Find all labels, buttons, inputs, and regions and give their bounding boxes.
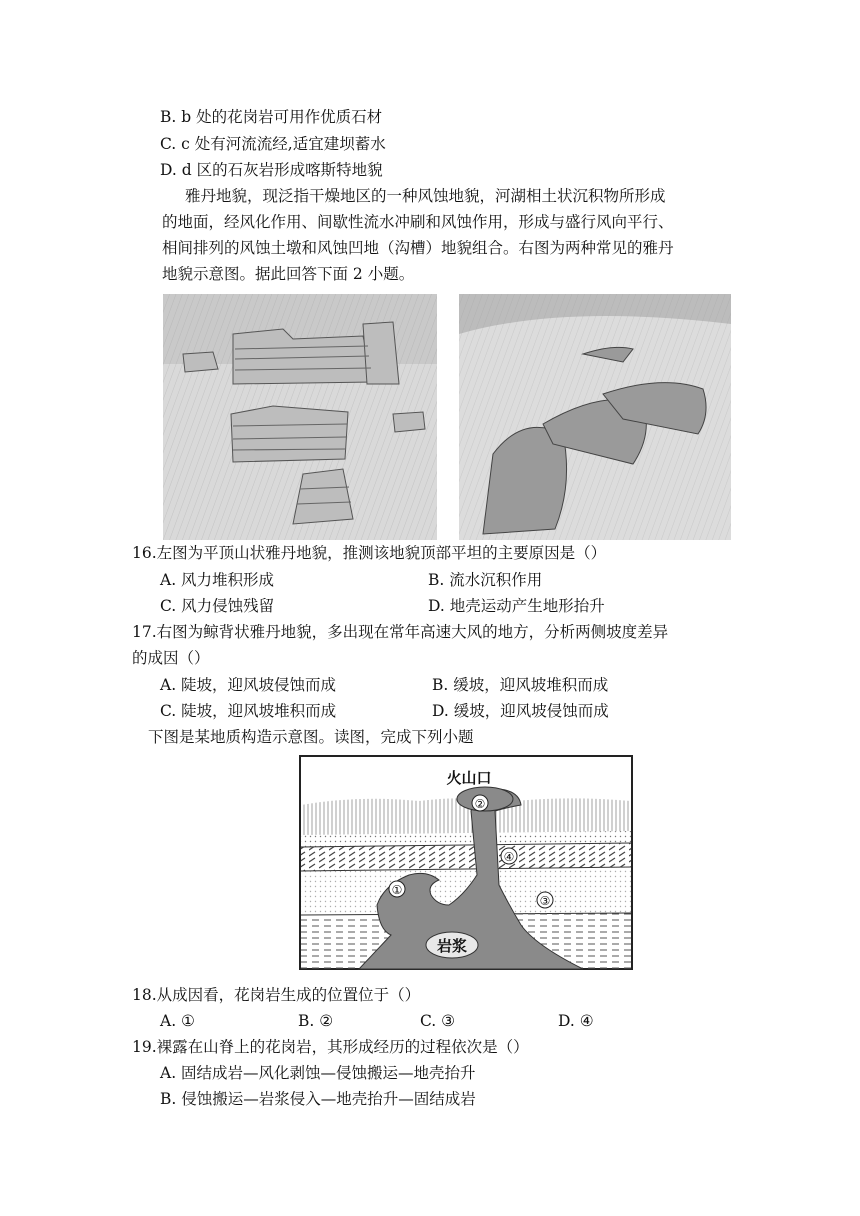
- q16-option-c: C. 风力侵蚀残留: [160, 597, 275, 615]
- magma-label: 岩浆: [436, 937, 468, 955]
- geology-diagram: [299, 755, 633, 970]
- passage-line-2: 的地面，经风化作用、间歇性流水冲刷和风蚀作用，形成与盛行风向平行、: [162, 213, 674, 231]
- marker-1: ①: [391, 883, 403, 897]
- q17-option-c: C. 陡坡，迎风坡堆积而成: [160, 702, 337, 720]
- q19-option-a: A. 固结成岩—风化剥蚀—侵蚀搬运—地壳抬升: [160, 1064, 476, 1082]
- geology-intro: 下图是某地质构造示意图。读图，完成下列小题: [148, 728, 474, 746]
- q18-option-b: B. ②: [298, 1012, 334, 1030]
- q17-option-b: B. 缓坡，迎风坡堆积而成: [432, 676, 609, 694]
- option-b-prev: B. b 处的花岗岩可用作优质石材: [160, 108, 383, 126]
- q17-stem-line-2: 的成因（）: [132, 649, 210, 667]
- whaleback-yardang-panel: [459, 294, 731, 540]
- q16-option-d: D. 地壳运动产生地形抬升: [428, 597, 605, 615]
- q18-option-c: C. ③: [420, 1012, 456, 1030]
- passage-line-3: 相间排列的风蚀土墩和风蚀凹地（沟槽）地貌组合。右图为两种常见的雅丹: [162, 239, 674, 257]
- q19-stem: 19.裸露在山脊上的花岗岩，其形成经历的过程依次是（）: [132, 1038, 529, 1056]
- marker-2: ②: [474, 797, 486, 811]
- passage-line-1: 雅丹地貌，现泛指干燥地区的一种风蚀地貌，河湖相土状沉积物所形成: [185, 187, 666, 205]
- q16-option-a: A. 风力堆积形成: [160, 571, 275, 589]
- yardang-illustration: [163, 294, 731, 540]
- crater-label: 火山口: [446, 769, 492, 787]
- q18-stem: 18.从成因看，花岗岩生成的位置位于（）: [132, 986, 421, 1004]
- q17-option-d: D. 缓坡，迎风坡侵蚀而成: [432, 702, 609, 720]
- q16-stem: 16.左图为平顶山状雅丹地貌，推测该地貌顶部平坦的主要原因是（）: [132, 544, 607, 562]
- passage-line-4: 地貌示意图。据此回答下面 2 小题。: [162, 265, 415, 283]
- q16-option-b: B. 流水沉积作用: [428, 571, 543, 589]
- marker-4: ④: [503, 850, 515, 864]
- marker-3: ③: [539, 894, 551, 908]
- q17-stem-line-1: 17.右图为鲸背状雅丹地貌，多出现在常年高速大风的地方，分析两侧坡度差异: [132, 623, 669, 641]
- q19-option-b: B. 侵蚀搬运—岩浆侵入—地壳抬升—固结成岩: [160, 1090, 476, 1108]
- option-d-prev: D. d 区的石灰岩形成喀斯特地貌: [160, 161, 383, 179]
- flat-top-yardang-panel: [163, 294, 437, 540]
- layer-4: [301, 843, 631, 871]
- q18-option-d: D. ④: [558, 1012, 594, 1030]
- q18-option-a: A. ①: [160, 1012, 195, 1030]
- q17-option-a: A. 陡坡，迎风坡侵蚀而成: [160, 676, 337, 694]
- option-c-prev: C. c 处有河流流经,适宜建坝蓄水: [160, 135, 386, 153]
